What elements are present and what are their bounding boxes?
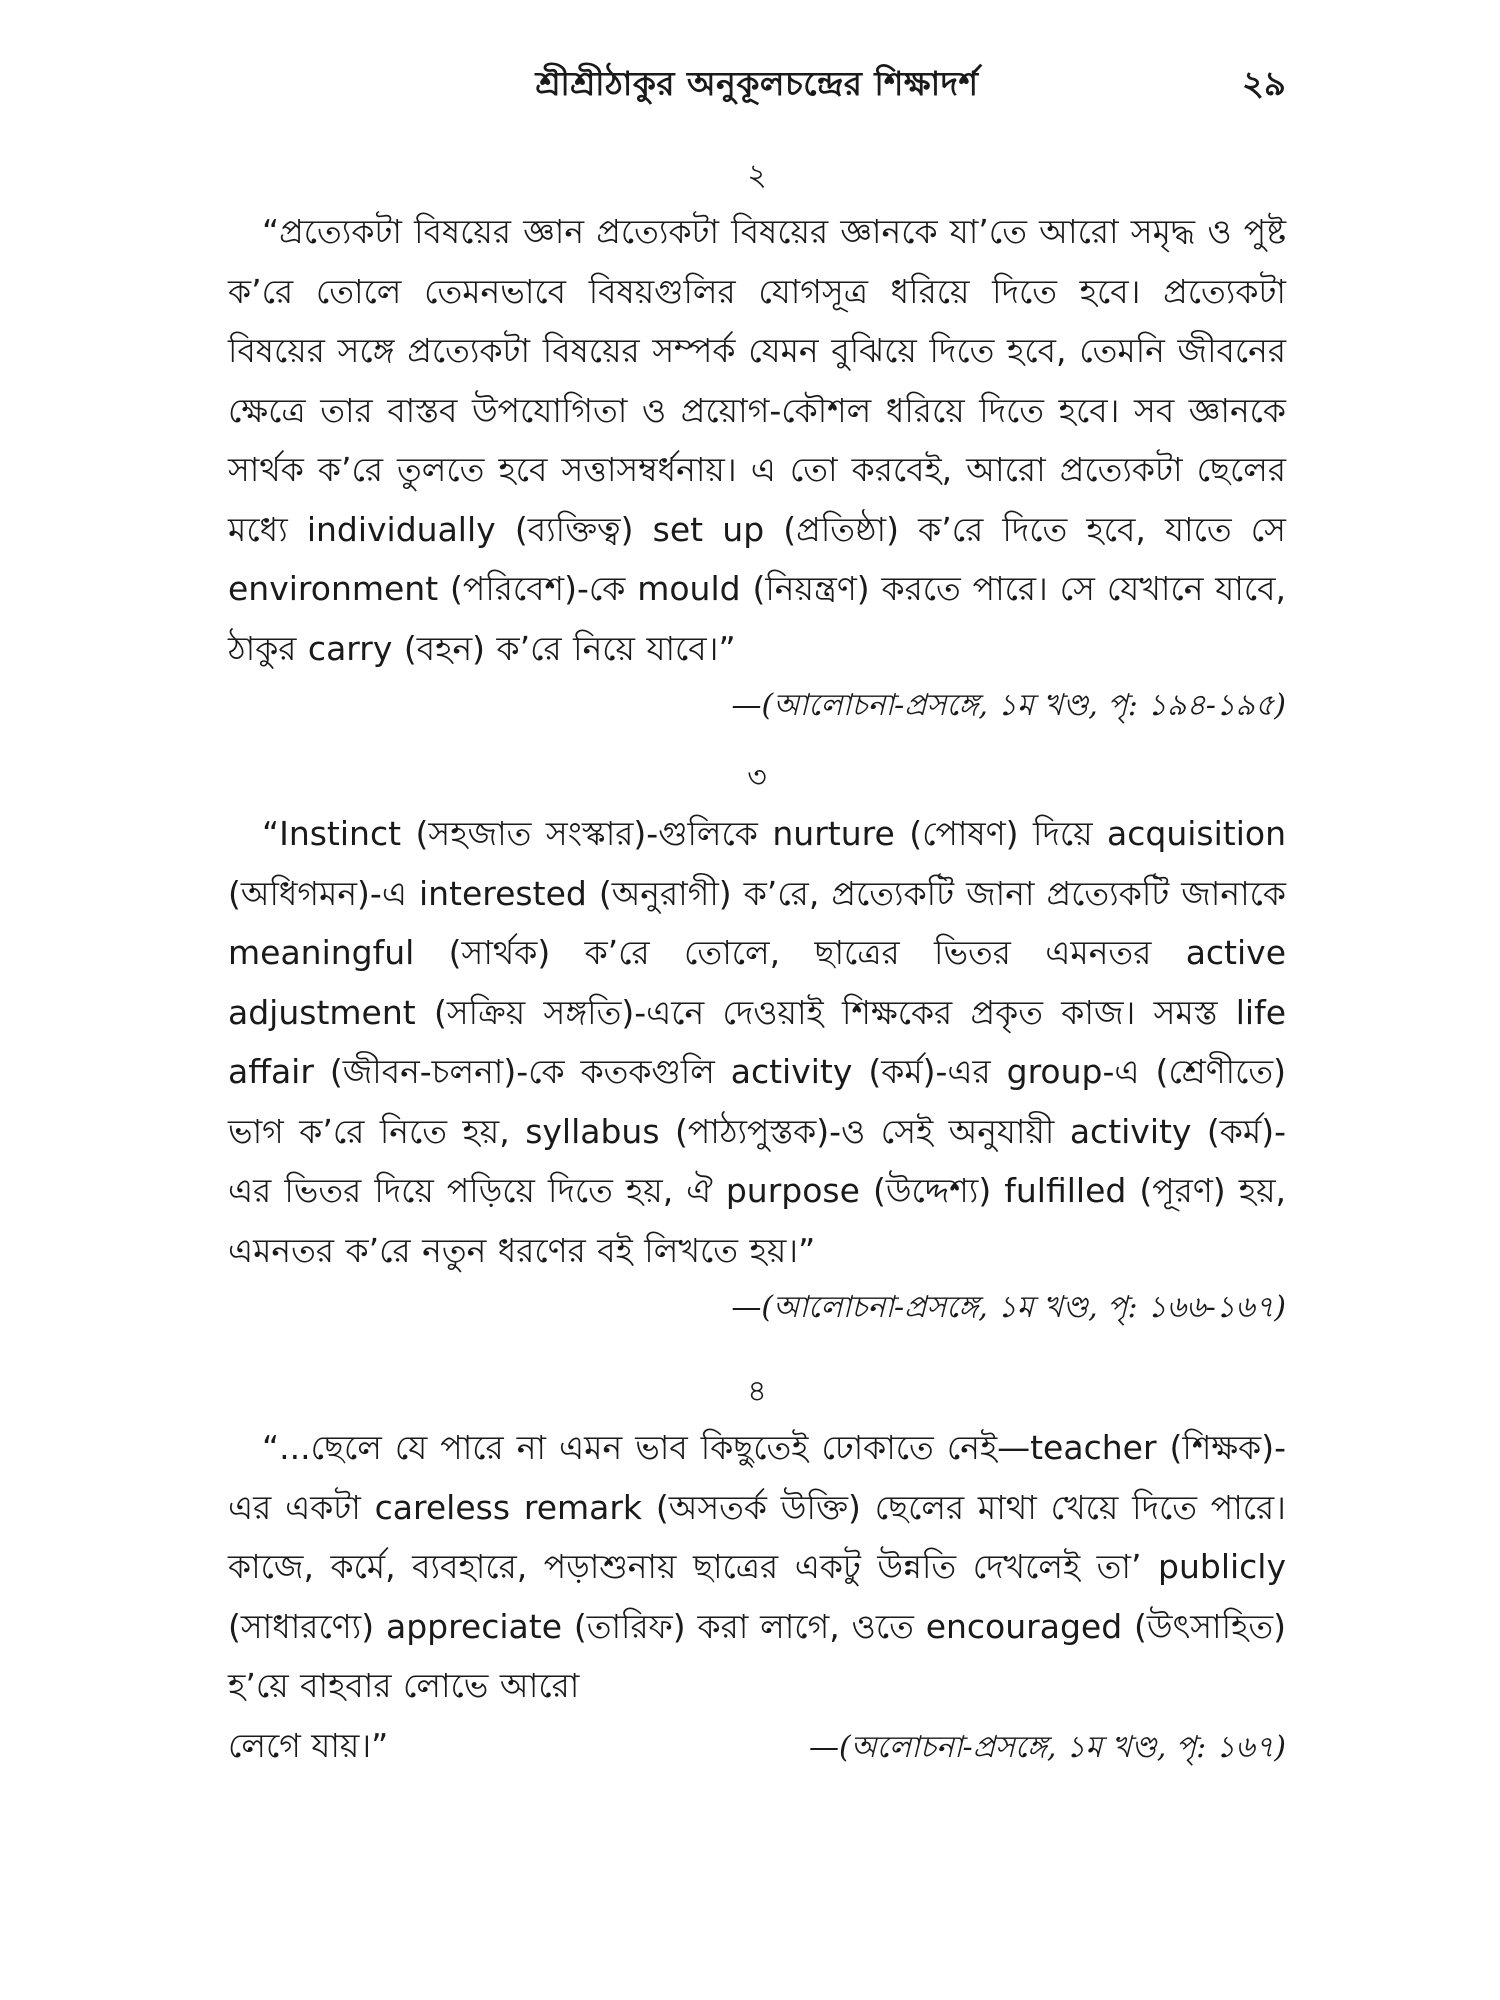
- citation: —(আলোচনা-প্রসঙ্গে, ১ম খণ্ড, পৃ: ১৬৬-১৬৭): [731, 1290, 1286, 1325]
- running-title: শ্রীশ্রীঠাকুর অনুকূলচন্দ্রের শিক্ষাদর্শ: [535, 64, 979, 103]
- citation: —(অলোচনা-প্রসঙ্গে, ১ম খণ্ড, পৃ: ১৬৭): [808, 1729, 1286, 1765]
- section-number: ২: [747, 158, 767, 193]
- section-4: [228, 1366, 1286, 1775]
- page-number: ২৯: [1241, 64, 1286, 104]
- quote-paragraph: “...ছেলে যে পারে না এমন ভাব কিছুতেই ঢোকাতে নেই—teacher (শিক্ষক)-এর একটা careless remark (অসতর্ক উক্তি) ছেলের মাথা খেয়ে দিতে পারে। কাজে, কর্মে, ব্যবহারে, পড়াশুনায় ছাত্রের একটু উন্নতি দেখলেই তা’ publicly (সাধারণ্যে) appreciate (তারিফ) করা লাগে, ওতে encouraged (উৎসাহিত) হ’য়ে বাহবার লোভে আরো: [228, 1428, 1286, 1705]
- quote-paragraph: “Instinct (সহজাত সংস্কার)-গুলিকে nurture (পোষণ) দিয়ে acquisition (অধিগমন)-এ interested (অনুরাগী) ক’রে, প্রত্যেকটি জানা প্রত্যেকটি জানাকে meaningful (সার্থক) ক’রে তোলে, ছাত্রের ভিতর এমনতর active adjustment (সক্রিয় সঙ্গতি)-এনে দেওয়াই শিক্ষকের প্রকৃত কাজ। সমস্ত life affair (জীবন-চলনা)-কে কতকগুলি activity (কর্ম)-এর group-এ (শ্রেণীতে) ভাগ ক’রে নিতে হয়, syllabus (পাঠ্যপুস্তক)-ও সেই অনুযায়ী activity (কর্ম)-এর ভিতর দিয়ে পড়িয়ে দিতে হয়, ঐ purpose (উদ্দেশ্য) fulfilled (পূরণ) হয়, এমনতর ক’রে নতুন ধরণের বই লিখতে হয়।”: [228, 814, 1286, 1270]
- citation: —(আলোচনা-প্রসঙ্গে, ১ম খণ্ড, পৃ: ১৯৪-১৯৫): [731, 688, 1286, 723]
- quote-paragraph-tail: লেগে যায়।”: [228, 1725, 389, 1765]
- section-number: ৪: [747, 1374, 767, 1409]
- page-body: [228, 150, 1286, 1775]
- section-2: [228, 150, 1286, 734]
- page-header: [228, 58, 1286, 118]
- section-3: [228, 752, 1286, 1336]
- quote-paragraph: “প্রত্যেকটা বিষয়ের জ্ঞান প্রত্যেকটা বিষয়ের জ্ঞানকে যা’তে আরো সমৃদ্ধ ও পুষ্ট ক’রে তোলে তেমনভাবে বিষয়গুলির যোগসূত্র ধরিয়ে দিতে হবে। প্রত্যেকটা বিষয়ের সঙ্গে প্রত্যেকটা বিষয়ের সম্পর্ক যেমন বুঝিয়ে দিতে হবে, তেমনি জীবনের ক্ষেত্রে তার বাস্তব উপযোগিতা ও প্রয়োগ-কৌশল ধরিয়ে দিতে হবে। সব জ্ঞানকে সার্থক ক’রে তুলতে হবে সত্তাসম্বর্ধনায়। এ তো করবেই, আরো প্রত্যেকটা ছেলের মধ্যে individually (ব্যক্তিত্ব) set up (প্রতিষ্ঠা) ক’রে দিতে হবে, যাতে সে environment (পরিবেশ)-কে mould (নিয়ন্ত্রণ) করতে পারে। সে যেখানে যাবে, ঠাকুর carry (বহন) ক’রে নিয়ে যাবে।”: [228, 212, 1286, 668]
- section-number: ৩: [747, 760, 767, 795]
- final-line: [228, 1716, 1286, 1776]
